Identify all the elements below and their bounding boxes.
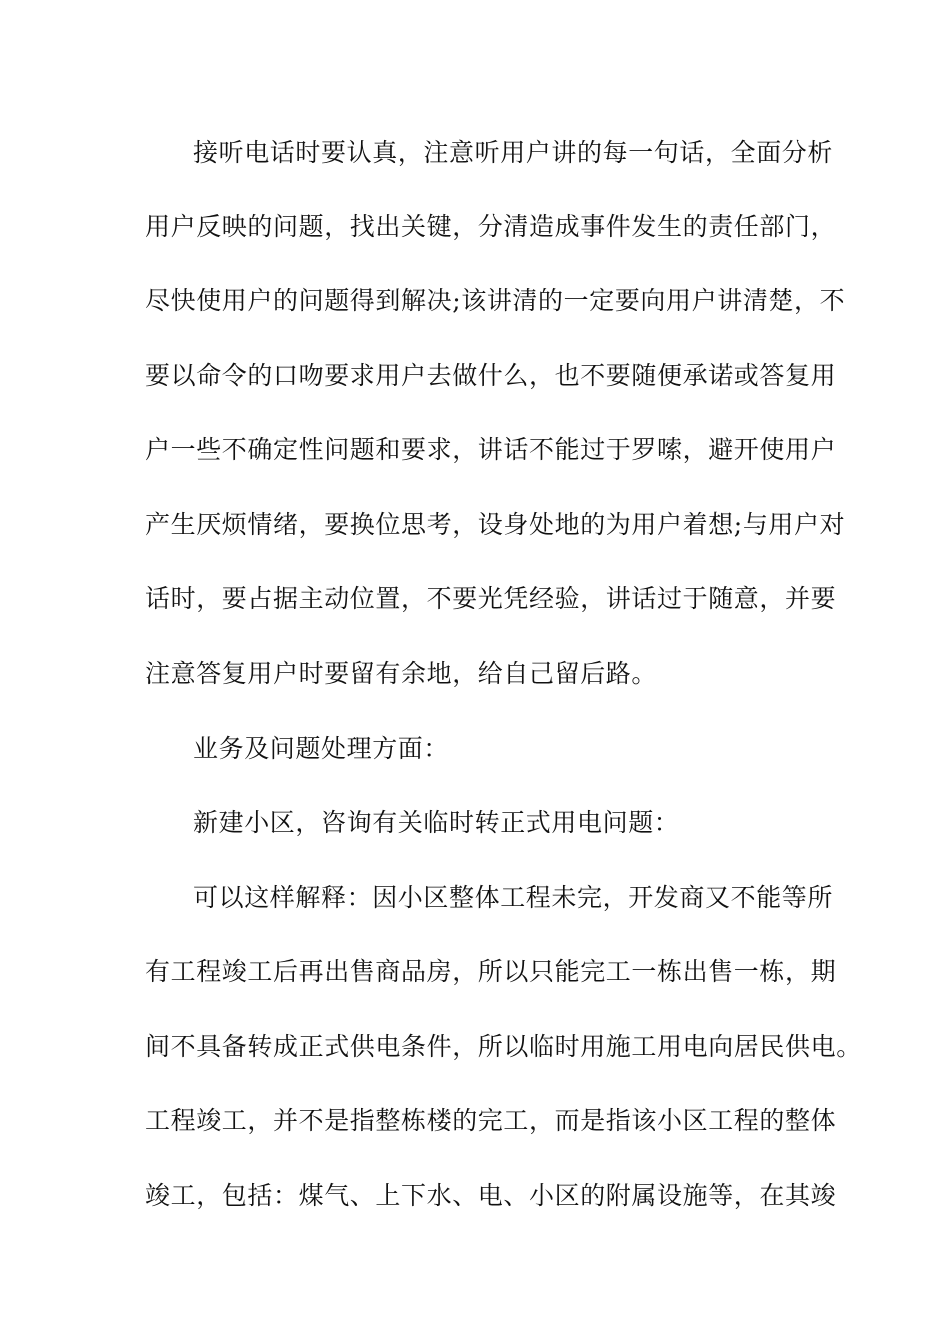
paragraph-line: 竣工，包括：煤气、上下水、电、小区的附属设施等，在其竣 bbox=[145, 1181, 837, 1210]
paragraph-line: 产生厌烦情绪，要换位思考，设身处地的为用户着想;与用户对 bbox=[145, 510, 846, 539]
paragraph-line: 户一些不确定性问题和要求，讲话不能过于罗嗦，避开使用户 bbox=[145, 435, 837, 464]
paragraph-line: 话时，要占据主动位置，不要光凭经验，讲话过于随意，并要 bbox=[145, 584, 837, 613]
paragraph-line: 工程竣工，并不是指整栋楼的完工，而是指该小区工程的整体 bbox=[145, 1106, 837, 1135]
question-heading: 新建小区，咨询有关临时转正式用电问题： bbox=[193, 808, 680, 837]
paragraph-line: 间不具备转成正式供电条件，所以临时用施工用电向居民供电。 bbox=[145, 1032, 862, 1061]
paragraph-line: 可以这样解释：因小区整体工程未完，开发商又不能等所 bbox=[193, 883, 834, 912]
paragraph-line: 有工程竣工后再出售商品房，所以只能完工一栋出售一栋，期 bbox=[145, 957, 837, 986]
paragraph-line: 用户反映的问题，找出关键，分清造成事件发生的责任部门， bbox=[145, 212, 837, 241]
paragraph-line: 尽快使用户的问题得到解决;该讲清的一定要向用户讲清楚，不 bbox=[145, 286, 846, 315]
paragraph-line: 注意答复用户时要留有余地，给自己留后路。 bbox=[145, 659, 658, 688]
paragraph-line: 要以命令的口吻要求用户去做什么，也不要随便承诺或答复用 bbox=[145, 361, 837, 390]
section-heading: 业务及问题处理方面： bbox=[193, 734, 450, 763]
paragraph-line: 接听电话时要认真，注意听用户讲的每一句话，全面分析 bbox=[193, 138, 834, 167]
